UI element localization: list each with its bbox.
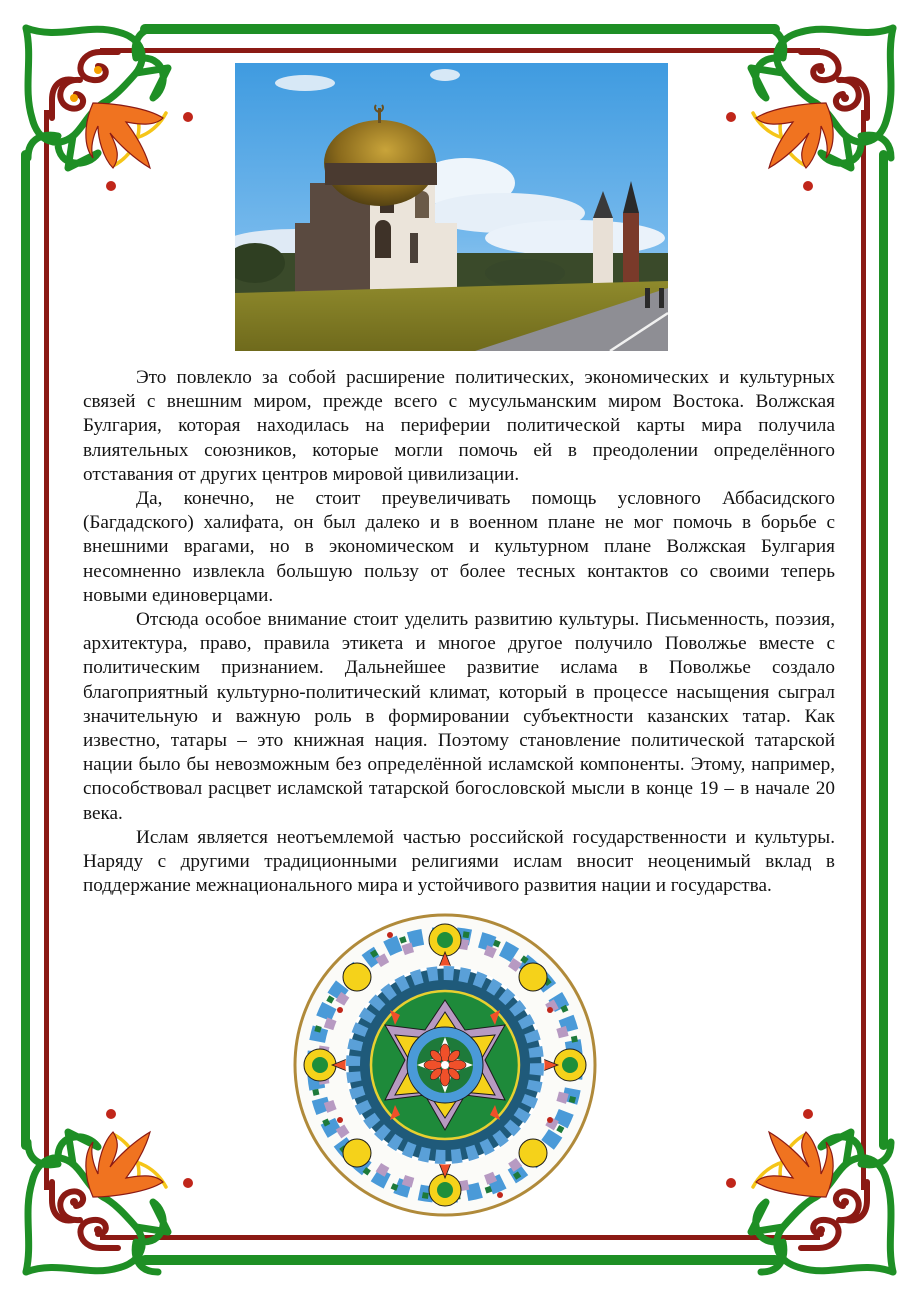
- mosque-photo: [235, 63, 668, 351]
- paragraph: Ислам является неотъемлемой частью российской государственности и культуры. Наряду с другими традиционными религиями ислам вносит неоценимый вклад в поддержание межнационального мира и устойчивого развития нации и государства.: [83, 826, 835, 897]
- paragraph: Да, конечно, не стоит преувеличивать помощь условного Аббасидского (Багдадского) халифата, он был далеко и в военном плане не мог помочь в борьбе с внешними врагами, но в экономическом и культурном плане Волжская Булгария несомненно извлекла большую пользу от более тесных контактов со своими теперь новыми единоверцами.: [83, 488, 835, 606]
- corner-ornament-icon: [701, 1082, 901, 1282]
- corner-ornament-icon: [701, 18, 901, 218]
- article-text: [83, 366, 835, 898]
- corner-ornament-icon: [18, 1082, 218, 1282]
- paragraph: Отсюда особое внимание стоит уделить развитию культуры. Письменность, поэзия, архитектура, право, правила этикета и многое другое получило Поволжье вместе с политическим признанием. Дальнейшее развитие ислама в Поволжье создало благоприятный культурно-политический климат, который в процессе насыщения сыграл значительную и важную роль в формировании субъектности казанских татар. Как известно, татары – это книжная нация. Поэтому становление политической татарской нации было бы невозможным без определённой исламской компоненты. Этому, например, способствовал расцвет исламской татарской богословской мысли в конце 19 – в начале 20 века.: [83, 609, 835, 824]
- paragraph: Это повлекло за собой расширение политических, экономических и культурных связей с внешним миром, прежде всего с мусульманским миром Востока. Волжская Булгария, которая находилась на периферии политической карты мира получила влиятельных союзников, которые могли помочь ей в преодолении определённого отставания от других центров мировой цивилизации.: [83, 367, 835, 485]
- border-red-right: [861, 110, 866, 1190]
- border-green-top: [140, 24, 780, 34]
- border-green-left: [21, 150, 30, 1150]
- border-green-right: [879, 150, 888, 1150]
- corner-ornament-icon: [18, 18, 218, 218]
- border-red-left: [44, 110, 49, 1190]
- border-green-bottom: [140, 1255, 780, 1265]
- decorative-plate-image: [290, 910, 600, 1220]
